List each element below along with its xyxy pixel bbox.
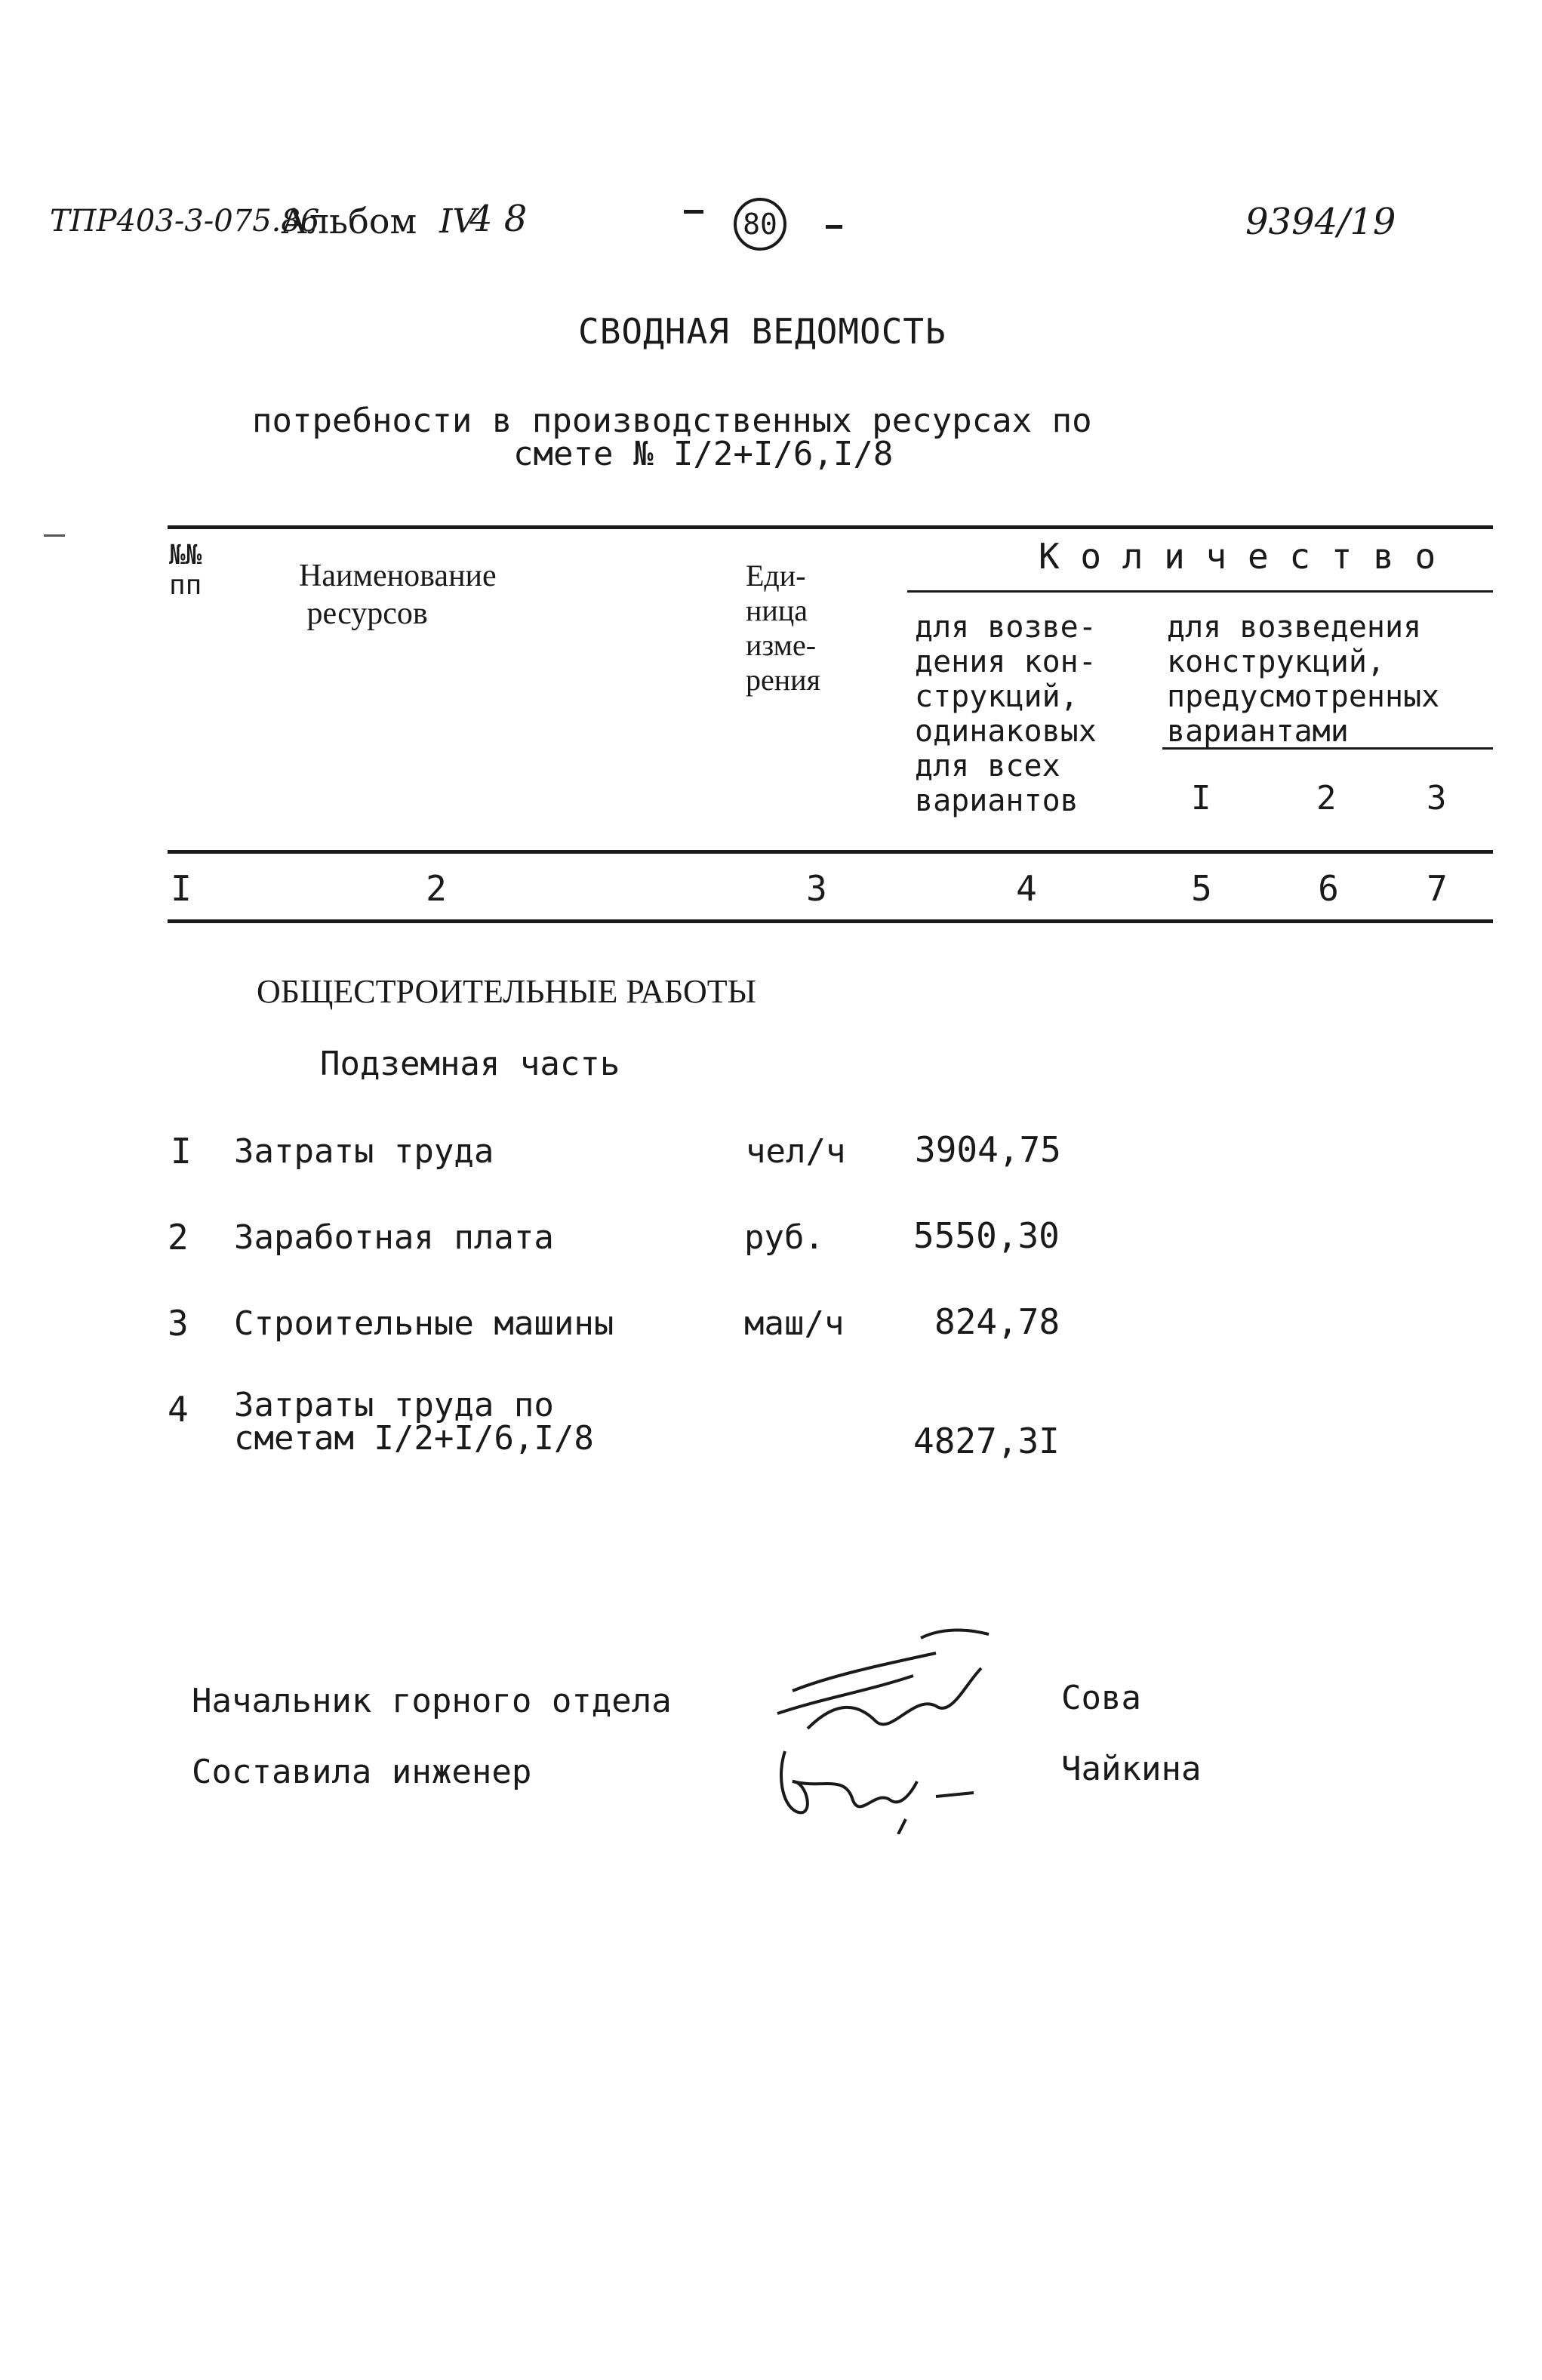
row-number: 4 <box>168 1389 189 1430</box>
col-number-2: 2 <box>426 868 447 909</box>
doc-number: 9394/19 <box>1245 201 1396 243</box>
header-common: для возве- дения кон- струкций, одинаковых для всех вариантов <box>915 610 1097 818</box>
header-name: Наименование ресурсов <box>299 559 497 631</box>
album-code: ТПР403-3-075.86 <box>50 204 320 239</box>
signature-name-head: Сова <box>1061 1679 1141 1717</box>
row-unit: чел/ч <box>746 1132 846 1171</box>
signature-name-engineer: Чайкина <box>1061 1750 1202 1788</box>
col-number-4: 4 <box>1016 868 1037 909</box>
header-variant-2: 2 <box>1316 779 1337 817</box>
document-subtitle-line1: потребности в производственных ресурсах по <box>252 402 1092 440</box>
row-quantity: 5550,30 <box>913 1215 1060 1256</box>
row-number: 2 <box>168 1217 189 1258</box>
document-subtitle-line2: смете № I/2+I/6,I/8 <box>513 435 894 473</box>
section-heading: ОБЩЕСТРОИТЕЛЬНЫЕ РАБОТЫ <box>257 973 756 1010</box>
album-number: IV <box>439 202 477 241</box>
header-num: №№ пп <box>169 540 202 601</box>
row-name: Заработная плата <box>234 1218 554 1257</box>
header-quantity: К о л и ч е с т в о <box>1039 536 1436 577</box>
col-number-7: 7 <box>1427 868 1448 909</box>
document-title: СВОДНАЯ ВЕДОМОСТЬ <box>578 311 946 352</box>
signature-role-head: Начальник горного отдела <box>192 1682 672 1720</box>
col-numbers-bottom-rule <box>168 919 1493 923</box>
col-number-5: 5 <box>1191 868 1212 909</box>
row-number: I <box>171 1131 192 1172</box>
table-top-rule <box>168 525 1493 529</box>
row-name: Строительные машины <box>234 1304 614 1343</box>
quantity-rule <box>907 590 1493 593</box>
row-quantity: 3904,75 <box>915 1129 1061 1170</box>
row-unit: маш/ч <box>744 1304 845 1343</box>
header-bottom-rule <box>168 850 1493 854</box>
subsection-heading: Подземная часть <box>320 1045 620 1083</box>
row-number: 3 <box>168 1303 189 1344</box>
header-variant-3: 3 <box>1427 779 1447 817</box>
album-label: Альбом <box>281 201 417 242</box>
page-number-dash-right <box>826 225 842 229</box>
handwritten-mark: 4 8 <box>469 198 528 240</box>
row-quantity: 824,78 <box>934 1301 1060 1342</box>
page-number-dash-left <box>684 210 703 214</box>
margin-mark <box>44 534 65 537</box>
row-quantity: 4827,3I <box>913 1421 1060 1461</box>
col-number-1: I <box>171 868 192 909</box>
signature-role-engineer: Составила инженер <box>192 1753 532 1791</box>
row-name: Затраты труда по сметам I/2+I/6,I/8 <box>234 1386 594 1458</box>
header-unit: Еди- ница изме- рения <box>746 559 820 697</box>
page-number-circle: 80 <box>734 198 786 251</box>
col-number-3: 3 <box>806 868 827 909</box>
header-variants: для возведения конструкций, предусмотренных вариантами <box>1167 610 1440 749</box>
handwritten-signature-2 <box>762 1729 989 1834</box>
col-number-6: 6 <box>1318 868 1339 909</box>
row-unit: руб. <box>744 1218 824 1257</box>
row-name: Затраты труда <box>234 1132 494 1171</box>
header-variant-1: I <box>1191 779 1211 817</box>
